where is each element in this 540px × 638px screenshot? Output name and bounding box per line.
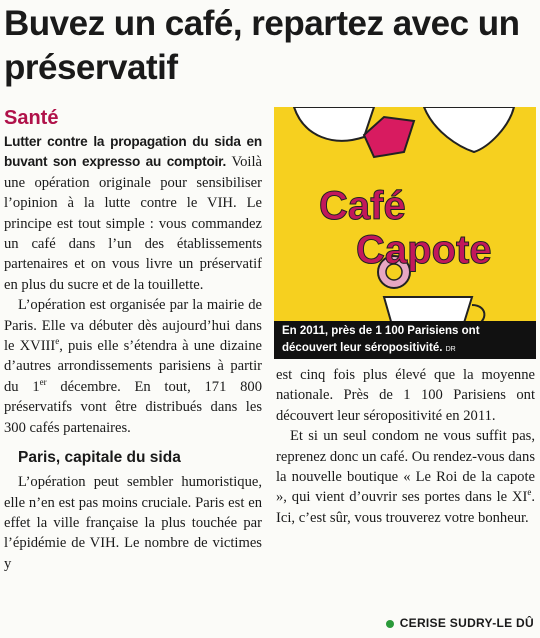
condom-packet-icon xyxy=(364,117,414,157)
bullet-dot-icon xyxy=(386,620,394,628)
headline: Buvez un café, repartez avec un préservatif xyxy=(4,4,520,87)
paragraph-2-c: décembre. En tout, 171 800 préservatifs vont être distribués dans les 300 cafés partenaires. xyxy=(4,378,262,436)
caption-text: En 2011, près de 1 100 Parisiens ont découvert leur séropositivité. xyxy=(282,325,480,354)
hand-right-icon xyxy=(424,107,514,152)
byline xyxy=(386,616,534,630)
illustration-title-line1: Café xyxy=(319,184,406,228)
paragraph-3: L’opération peut sembler humoristique, elle n’en est pas moins cruciale. Paris est en effet la ville française la plus touchée par l’épidémie de VIH. Le nombre de victimes y xyxy=(4,474,262,572)
superscript: e xyxy=(55,336,60,347)
paragraph-4: est cinq fois plus élevé que la moyenne nationale. Près de 1 100 Parisiens ont découvert leur séropositivité en 2011. xyxy=(276,367,535,424)
section-label: Santé xyxy=(4,107,59,129)
left-column xyxy=(4,106,262,574)
subheading: Paris, capitale du sida xyxy=(18,449,181,467)
paragraph-5-b: . Ici, c’est sûr, vous trouverez votre bonheur. xyxy=(276,489,535,526)
paragraph-5-a: Et si un seul condom ne vous suffit pas, reprenez donc un café. Ou rendez-vous dans la nouvelle boutique « Le Roi de la capote », qui vient d’ouvrir ses portes dans le XI xyxy=(276,428,535,506)
hand-left-icon xyxy=(294,107,374,141)
image-caption xyxy=(274,321,536,359)
lede: Lutter contre la propagation du sida en buvant son expresso au comptoir. xyxy=(4,134,262,170)
paragraph-2-b: , puis elle s’étendra à une dizaine d’autres arrondissements parisiens à partir du 1 xyxy=(4,338,262,395)
right-column xyxy=(276,365,535,528)
illustration-title-line2: Capote xyxy=(356,228,492,272)
superscript: er xyxy=(39,377,47,388)
paragraph-2-a: L’opération est organisée par la mairie de Paris. Elle va débuter dès aujourd’hui dans le XVIII xyxy=(4,297,262,355)
caption-credit: DR xyxy=(445,346,456,353)
lede-paragraph xyxy=(4,132,262,295)
paragraph-5 xyxy=(276,426,535,528)
byline-text: CERISE SUDRY-LE DÛ xyxy=(399,616,534,630)
paragraph-1: Voilà une opération originale pour sensibiliser l’opinion à la lutte contre le VIH. Le principe est tout simple : vous commandez un café dans l’un des établissements partenaires et on vous livre un préservatif en plus du sucre et de la touillette. xyxy=(4,154,262,293)
paragraph-2 xyxy=(4,295,262,438)
superscript: e xyxy=(527,487,532,498)
